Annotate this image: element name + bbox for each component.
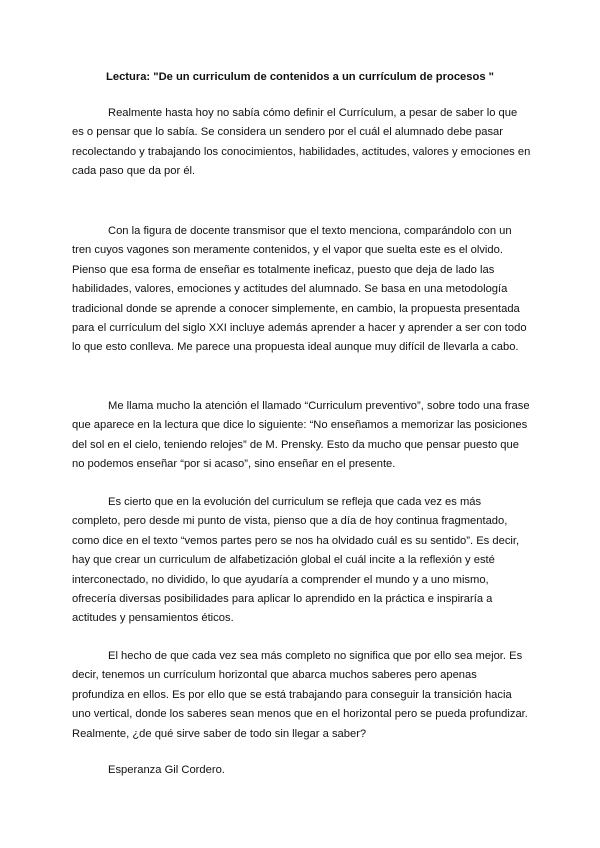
paragraph-2: Con la figura de docente transmisor que el texto menciona, comparándolo con un tren cuyos vagones son meramente contenidos, y el vapor que suelta este es el olvido. Pienso que esa forma de enseñar es totalmente ineficaz, puesto que deja de lado las habilidades, valores, emociones y actitudes del alumnado. Se basa en una metodología tradicional donde se aprende a conocer simplemente, en cambio, la propuesta presentada para el currículum del siglo XXI incluye además aprender a hacer y aprender a ser con todo lo que esto conlleva. Me parece una propuesta ideal aunque muy difícil de llevarla a cabo.: [72, 225, 527, 354]
paragraph-1-block: [72, 104, 532, 182]
paragraph-5: El hecho de que cada vez sea más completo no significa que por ello sea mejor. Es decir, tenemos un currículum horizontal que abarca muchos saberes pero apenas profundiza en ellos. Es por ello que se está trabajando para conseguir la transición hacia uno vertical, donde los saberes sean menos que en el horizontal pero se pueda profundizar. Realmente, ¿de qué sirve saber de todo sin llegar a saber?: [72, 650, 528, 740]
document-title: Lectura: "De un curriculum de contenidos a un currículum de procesos ": [106, 71, 494, 83]
author-signature: Esperanza Gil Cordero.: [108, 764, 225, 776]
paragraph-1: Realmente hasta hoy no sabía cómo definir el Currículum, a pesar de saber lo que es o pensar que lo sabía. Se considera un sendero por el cuál el alumnado debe pasar recolectando y trabajando los conocimientos, habilidades, actitudes, valores y emociones en cada paso que da por él.: [72, 107, 531, 178]
paragraph-4-block: [72, 493, 532, 629]
paragraph-3-block: [72, 397, 532, 475]
paragraph-5-block: [72, 647, 532, 744]
paragraph-2-block: [72, 222, 532, 358]
paragraph-3: Me llama mucho la atención el llamado “Curriculum preventivo”, sobre todo una frase que aparece en la lectura que dice lo siguiente: “No enseñamos a memorizar las posiciones del sol en el cielo, teniendo relojes” de M. Prensky. Esto da mucho que pensar puesto que no podemos enseñar “por si acaso”, sino enseñar en el presente.: [72, 400, 530, 471]
paragraph-4: Es cierto que en la evolución del curriculum se refleja que cada vez es más completo, pero desde mi punto de vista, pienso que a día de hoy continua fragmentado, como dice en el texto “vemos partes pero se nos ha olvidado cuál es su sentido”. Es decir, hay que crear un curriculum de alfabetización global el cuál incite a la reflexión y esté interconectado, no dividido, lo que ayudaría a comprender el mundo y a uno mismo, ofrecería diversas posibilidades para aplicar lo aprendido en la práctica e inspiraría a actitudes y pensamientos éticos.: [72, 496, 520, 625]
